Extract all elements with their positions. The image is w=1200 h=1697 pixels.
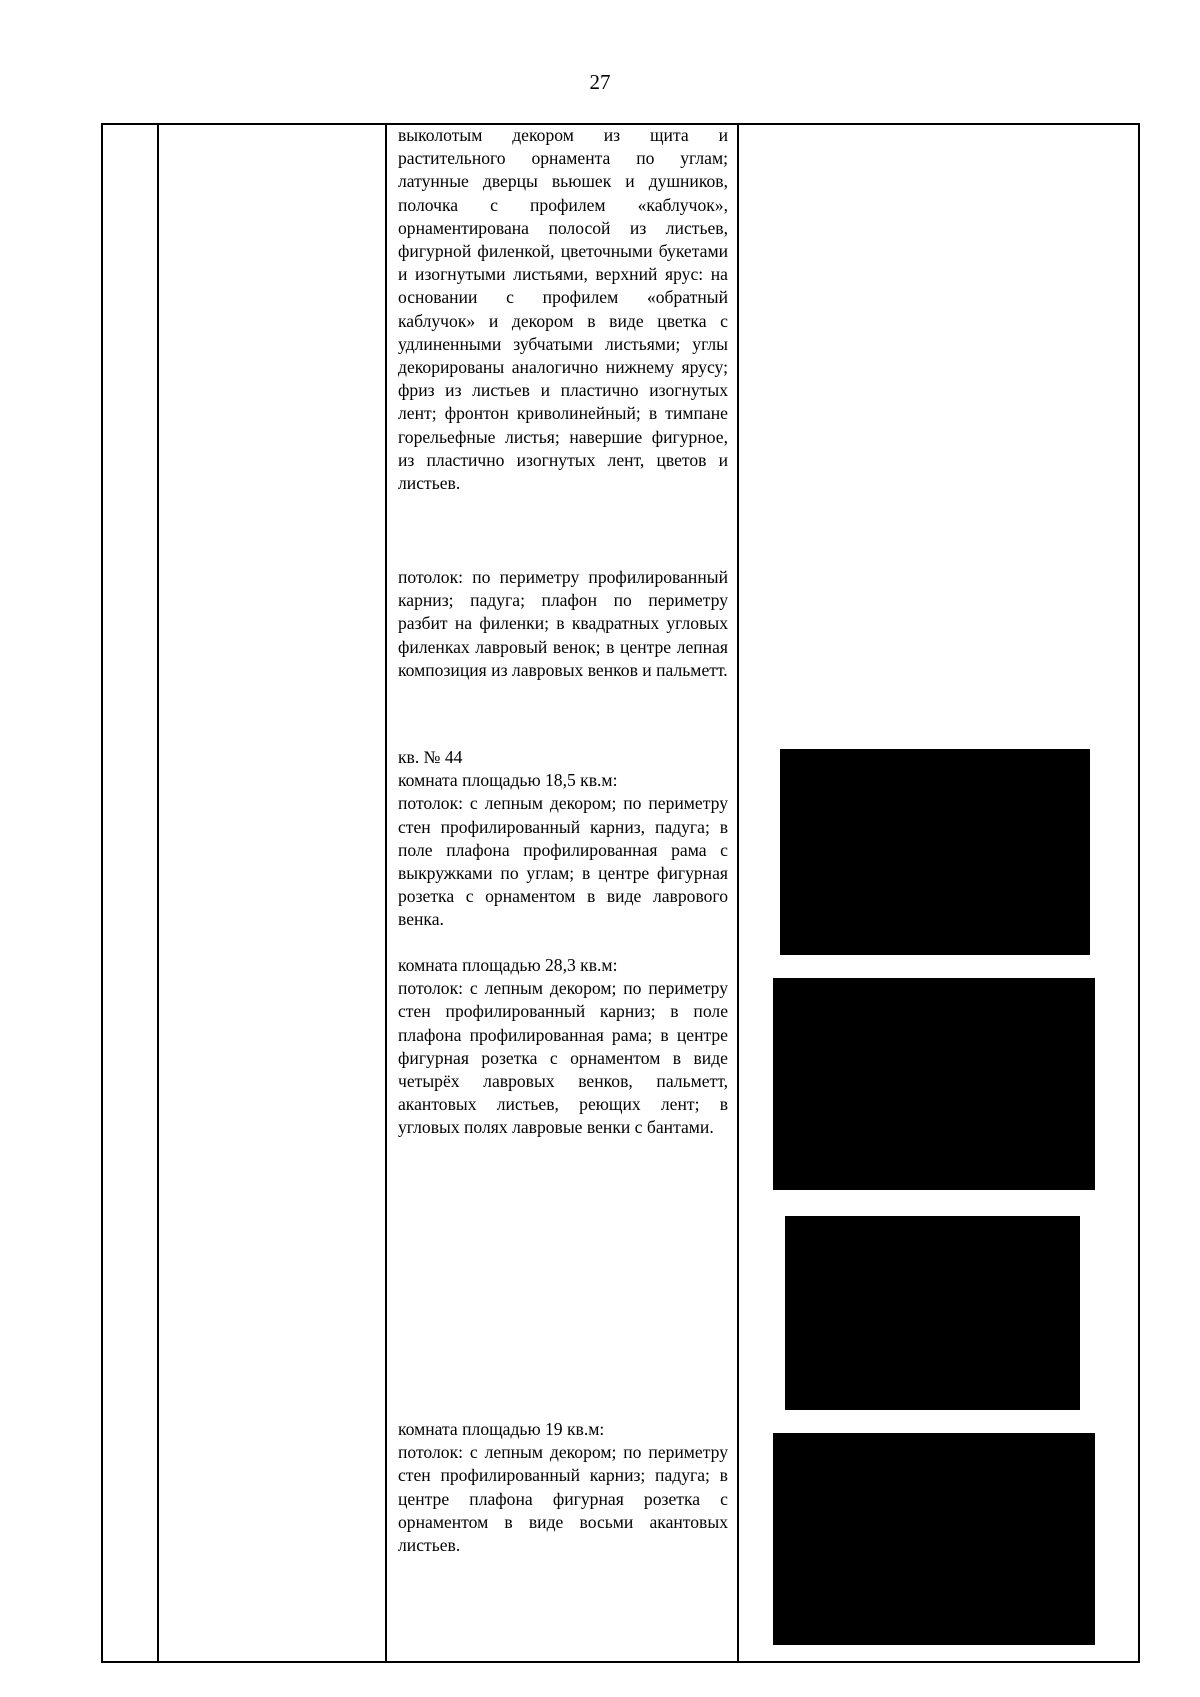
column-rule	[157, 123, 159, 1663]
room-description: потолок: с лепным декором; по периметру стен профилированный карниз, падуга; в поле плафона профилированная рама с выкружками по углам; в центре фигурная розетка с орнаментом в виде лаврового венка.	[398, 793, 728, 930]
redacted-photo	[785, 1216, 1080, 1410]
ceiling-description: потолок: по периметру профилированный карниз; падуга; плафон по периметру разбит на филенки; в квадратных угловых филенках лавровый венок; в центре лепная композиция из лавровых венков и пальметт.	[398, 567, 728, 680]
room-19-section	[398, 1418, 728, 1557]
stove-description: выколотым декором из щита и растительного орнамента по углам; латунные дверцы вьюшек и душников, полочка с профилем «каблучок», орнаментирована полосой из листьев, фигурной филенкой, цветочными букетами и изогнутыми листьями, верхний ярус: на основании с профилем «обратный каблучок» и декором в виде цветка с удлиненными зубчатыми листьями; углы декорированы аналогично нижнему ярусу; фриз из листьев и пластично изогнутых лент; фронтон криволинейный; в тимпане горельефные листья; навершие фигурное, из пластично изогнутых лент, цветов и листьев.	[398, 125, 728, 494]
room-heading: комната площадью 28,3 кв.м:	[398, 955, 618, 975]
room-description: потолок: с лепным декором; по периметру стен профилированный карниз; падуга; в центре плафона фигурная розетка с орнаментом в виде восьми акантовых листьев.	[398, 1442, 728, 1556]
redacted-photo	[773, 978, 1095, 1190]
room-description: потолок: с лепным декором; по периметру стен профилированный карниз; в поле плафона профилированная рама; в центре фигурная розетка с орнаментом в виде четырёх лавровых венков, пальметт, акантовых листьев, реющих лент; в угловых полях лавровые венки с бантами.	[398, 978, 728, 1138]
column-rule	[737, 123, 739, 1663]
page-number: 27	[589, 70, 611, 94]
apartment-number: кв. № 44	[398, 747, 463, 767]
room-28-section	[398, 954, 728, 1140]
column-rule	[385, 123, 387, 1663]
apartment-44-section	[398, 746, 728, 932]
room-heading: комната площадью 19 кв.м:	[398, 1419, 605, 1439]
room-heading: комната площадью 18,5 кв.м:	[398, 770, 618, 791]
redacted-photo	[773, 1433, 1095, 1645]
redacted-photo	[780, 749, 1090, 955]
